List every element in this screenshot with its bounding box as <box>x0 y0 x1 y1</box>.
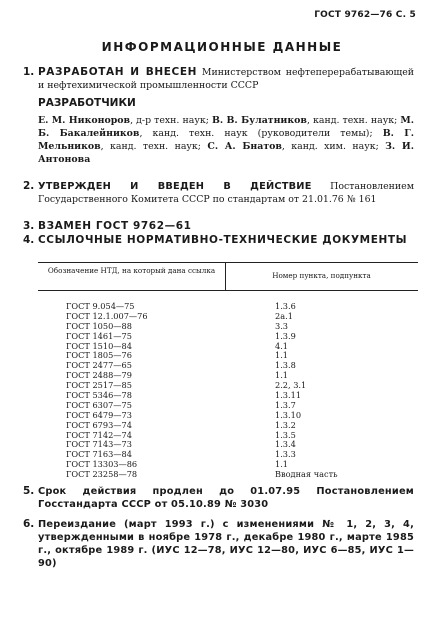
table-cell-document: ГОСТ 7143—73 <box>66 439 132 450</box>
section-number: 1. <box>23 66 35 78</box>
section-heading: УТВЕРЖДЕН И ВВЕДЕН В ДЕЙСТВИЕ <box>38 181 312 192</box>
section-1 <box>23 66 414 166</box>
developer-degree: , канд. хим. наук; <box>281 141 386 152</box>
page-title: ИНФОРМАЦИОННЫЕ ДАННЫЕ <box>101 40 343 54</box>
table-row <box>38 470 418 480</box>
reference-table <box>38 262 418 480</box>
table-cell-document: ГОСТ 9.054—75 <box>66 301 135 311</box>
table-cell-document: ГОСТ 1805—76 <box>66 350 132 361</box>
section-heading: ВЗАМЕН ГОСТ 9762—61 <box>38 220 192 232</box>
section-2 <box>23 180 415 206</box>
developers-label: РАЗРАБОТЧИКИ <box>38 97 136 109</box>
developer-degree: , канд. техн. наук; <box>306 115 401 126</box>
developers-list <box>38 114 414 166</box>
table-cell-clause: 1.1 <box>275 459 289 470</box>
table-cell-document: ГОСТ 6793—74 <box>66 419 132 430</box>
table-header-clause: Номер пункта, подпункта <box>272 271 371 280</box>
table-cell-clause: 3.3 <box>275 320 289 331</box>
table-cell-clause: 1.3.11 <box>275 390 302 401</box>
section-number: 3. <box>23 220 35 232</box>
section-1-paragraph <box>38 66 414 92</box>
table-cell-clause: 1.1 <box>275 370 289 381</box>
section-4 <box>23 234 414 247</box>
table-cell-document: ГОСТ 13303—86 <box>66 459 138 470</box>
table-cell-document: ГОСТ 1510—84 <box>66 340 132 351</box>
section-text: Постановлением Государственного Комитета СССР по стандартам от 21.01.76 № 161 <box>38 181 415 205</box>
table-cell-document: ГОСТ 6479—73 <box>66 409 132 420</box>
section-heading: ССЫЛОЧНЫЕ НОРМАТИВНО-ТЕХНИЧЕСКИЕ ДОКУМЕНТЫ <box>38 234 408 246</box>
table-top-rule <box>38 262 418 263</box>
developer-name: З. И. Антонова <box>38 141 414 165</box>
table-cell-clause: 1.3.3 <box>275 449 296 460</box>
table-cell-clause: 1.3.9 <box>275 330 296 341</box>
table-cell-document: ГОСТ 7163—84 <box>66 449 132 460</box>
table-cell-document: ГОСТ 2488—79 <box>66 370 132 381</box>
table-cell-clause: 1.3.4 <box>275 439 296 450</box>
table-cell-document: ГОСТ 6307—75 <box>66 399 132 410</box>
developer-degree: , д-р техн. наук; <box>130 115 212 126</box>
section-5 <box>23 485 414 511</box>
table-cell-clause: 1.1 <box>275 350 289 361</box>
table-cell-document: ГОСТ 12.1.007—76 <box>66 310 148 321</box>
table-cell-clause: Вводная часть <box>275 469 338 480</box>
table-cell-clause: 1.3.6 <box>275 301 296 311</box>
section-number: 2. <box>23 180 35 192</box>
section-text: Переиздание (март 1993 г.) с изменениями № 1, 2, 3, 4, утвержденными в ноябре 1978 г., декабре 1980 г., марте 1985 г., октябре 1989 г. (ИУС 12—78, ИУС 12—80, ИУС 6—85, ИУС 1—90) <box>38 519 414 569</box>
section-heading: РАЗРАБОТАН И ВНЕСЕН <box>38 66 198 78</box>
section-text: Министерством нефтеперерабатывающей и нефтехимической промышленности СССР <box>38 67 414 91</box>
table-cell-clause: 2.2, 3.1 <box>275 380 307 391</box>
section-6 <box>23 518 414 570</box>
table-cell-clause: 1.3.10 <box>275 409 302 420</box>
developer-name: М. Б. Бакалейников <box>38 115 414 139</box>
table-cell-clause: 1.3.2 <box>275 419 296 430</box>
table-cell-document: ГОСТ 2517—85 <box>66 380 132 391</box>
developer-name: В. Г. Мельников <box>38 128 414 152</box>
table-cell-document: ГОСТ 7142—74 <box>66 429 132 440</box>
table-cell-document: ГОСТ 1461—75 <box>66 330 132 341</box>
table-body <box>38 302 418 480</box>
table-cell-clause: 1.3.7 <box>275 399 296 410</box>
developer-name: Е. М. Никоноров <box>38 115 131 126</box>
section-2-paragraph <box>38 180 414 206</box>
page-header: ГОСТ 9762—76 С. 5 <box>314 10 416 20</box>
section-number: 4. <box>23 234 35 246</box>
table-cell-clause: 4.1 <box>275 340 289 351</box>
table-cell-clause: 1.3.8 <box>275 360 296 371</box>
table-cell-document: ГОСТ 5346—78 <box>66 390 132 401</box>
table-cell-document: ГОСТ 1050—88 <box>66 320 132 331</box>
table-header-rule <box>38 290 418 291</box>
table-cell-document: ГОСТ 2477—65 <box>66 360 132 371</box>
section-number: 5. <box>23 485 35 497</box>
developer-degree: , канд. техн. наук; <box>100 141 208 152</box>
table-header-document: Обозначение НТД, на который дана ссылка <box>47 266 216 275</box>
developer-degree: , канд. техн. наук (руководители темы); <box>139 128 383 139</box>
section-text: Срок действия продлен до 01.07.95 Постановлением Госстандарта СССР от 05.10.89 № 3030 <box>38 486 414 510</box>
table-cell-document: ГОСТ 23258—78 <box>66 469 138 480</box>
section-3 <box>23 220 414 233</box>
section-number: 6. <box>23 518 35 530</box>
developer-name: В. В. Булатников <box>211 115 307 126</box>
table-cell-clause: 2а.1 <box>275 310 293 321</box>
developer-name: С. А. Бнатов <box>207 141 282 152</box>
table-cell-clause: 1.3.5 <box>275 429 296 440</box>
